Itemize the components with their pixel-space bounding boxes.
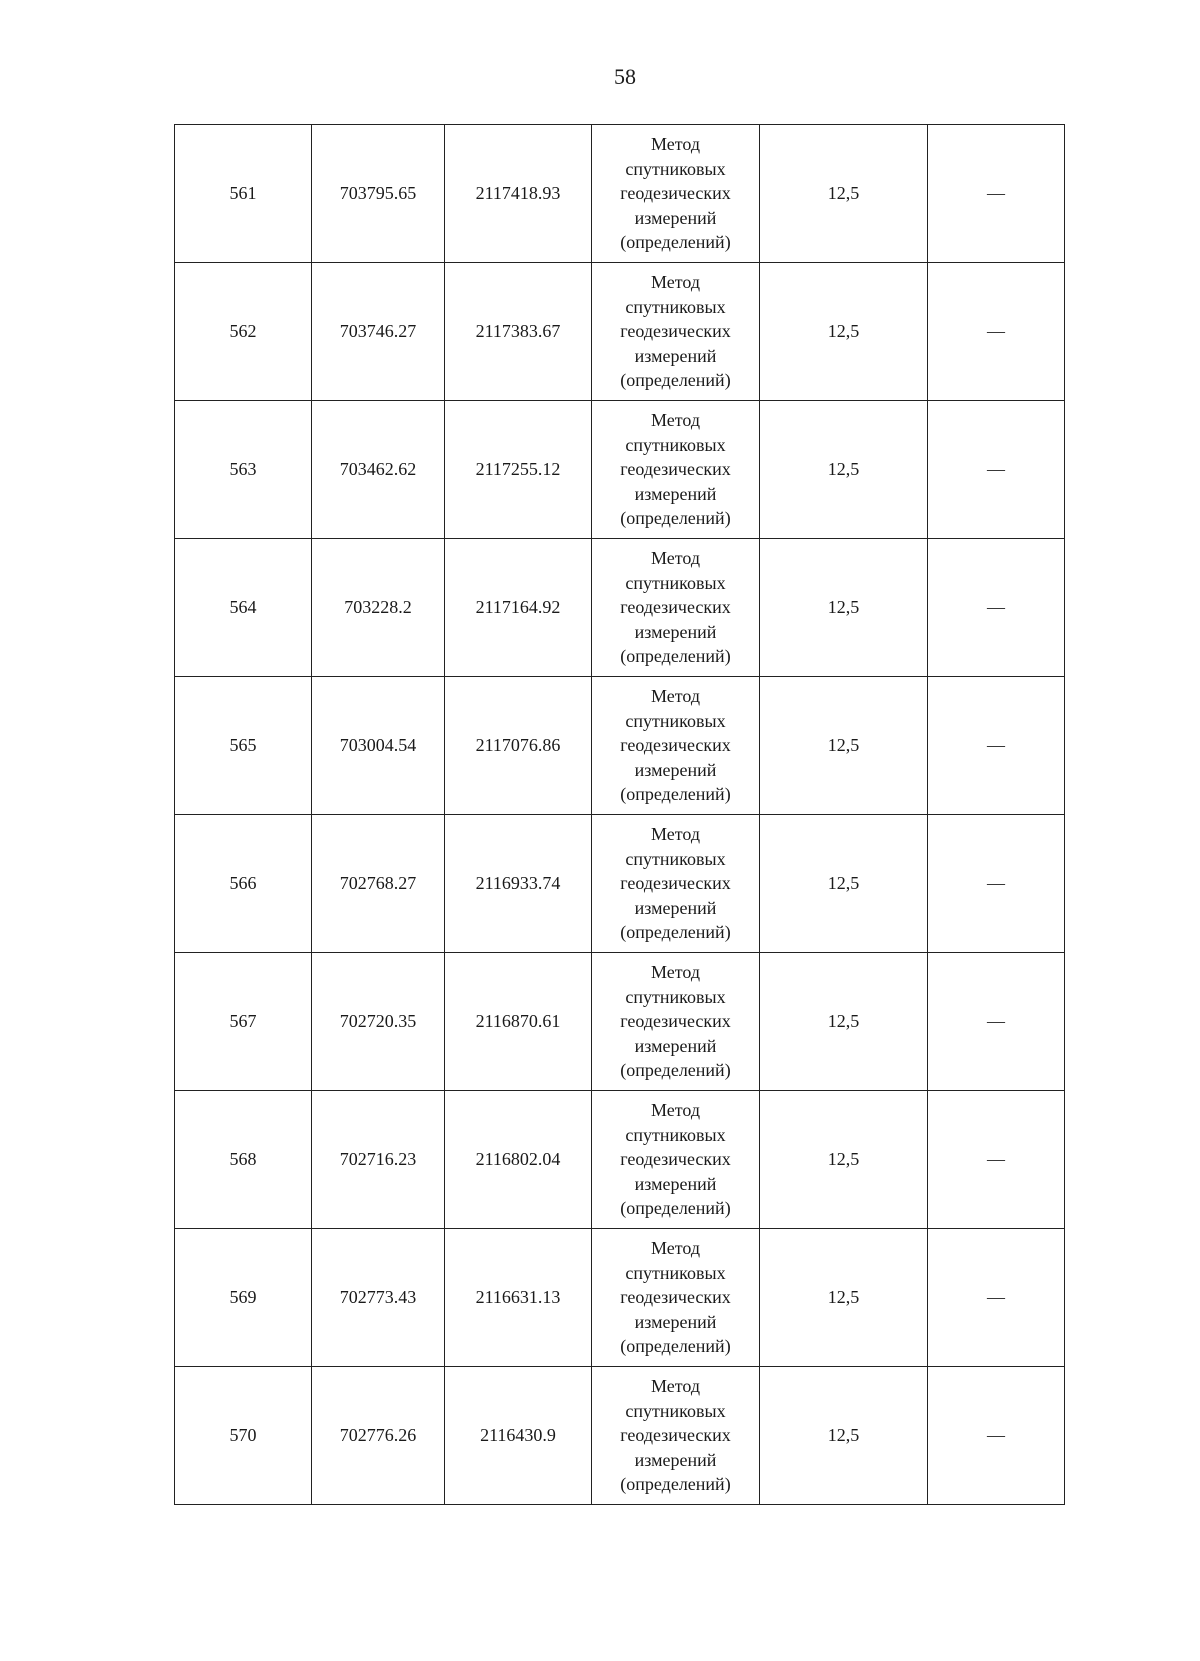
- x-coordinate-text: 702716.23: [339, 1149, 417, 1169]
- point-number-cell: [175, 401, 312, 539]
- y-coordinate-text: 2116933.74: [475, 873, 561, 893]
- dash-mark: —: [987, 735, 1005, 755]
- method-cell: [592, 125, 760, 263]
- accuracy-cell: [760, 125, 928, 263]
- dash-mark: —: [987, 1011, 1005, 1031]
- accuracy-cell: [760, 401, 928, 539]
- x-coordinate-cell: [312, 1367, 445, 1505]
- accuracy-text: 12,5: [827, 459, 860, 479]
- point-number-text: 561: [229, 183, 257, 203]
- method-text: Метод спутниковых геодезических измерений (определений): [620, 1100, 731, 1219]
- y-coordinate-cell: [445, 677, 592, 815]
- method-text: Метод спутниковых геодезических измерений (определений): [620, 1376, 731, 1495]
- point-number-text: 568: [229, 1149, 257, 1169]
- dash-mark: —: [987, 597, 1005, 617]
- x-coordinate-text: 703462.62: [339, 459, 417, 479]
- accuracy-text: 12,5: [827, 735, 860, 755]
- accuracy-text: 12,5: [827, 321, 860, 341]
- y-coordinate-text: 2117164.92: [475, 597, 561, 617]
- method-cell: [592, 1367, 760, 1505]
- y-coordinate-text: 2117383.67: [475, 321, 561, 341]
- dash-mark: —: [987, 873, 1005, 893]
- method-cell: [592, 815, 760, 953]
- x-coordinate-cell: [312, 263, 445, 401]
- method-text: Метод спутниковых геодезических измерений (определений): [620, 1238, 731, 1357]
- method-cell: [592, 263, 760, 401]
- accuracy-cell: [760, 539, 928, 677]
- table-row: [175, 1367, 1065, 1505]
- table-row: [175, 1229, 1065, 1367]
- page-number: 58: [614, 64, 636, 89]
- dash-mark: —: [987, 321, 1005, 341]
- method-text: Метод спутниковых геодезических измерений (определений): [620, 410, 731, 529]
- method-cell: [592, 953, 760, 1091]
- dash-mark: —: [987, 459, 1005, 479]
- table-row: [175, 539, 1065, 677]
- point-number-cell: [175, 815, 312, 953]
- x-coordinate-cell: [312, 815, 445, 953]
- y-coordinate-cell: [445, 401, 592, 539]
- y-coordinate-text: 2116870.61: [475, 1011, 561, 1031]
- description-cell: [928, 677, 1065, 815]
- x-coordinate-text: 702776.26: [339, 1425, 417, 1445]
- description-cell: [928, 401, 1065, 539]
- x-coordinate-text: 703746.27: [339, 321, 417, 341]
- point-number-cell: [175, 677, 312, 815]
- accuracy-cell: [760, 1091, 928, 1229]
- dash-mark: —: [987, 1149, 1005, 1169]
- y-coordinate-cell: [445, 1367, 592, 1505]
- accuracy-cell: [760, 953, 928, 1091]
- method-text: Метод спутниковых геодезических измерений (определений): [620, 686, 731, 805]
- accuracy-text: 12,5: [827, 1149, 860, 1169]
- point-number-text: 562: [229, 321, 257, 341]
- y-coordinate-text: 2116430.9: [480, 1425, 556, 1445]
- point-number-cell: [175, 1091, 312, 1229]
- point-number-cell: [175, 263, 312, 401]
- y-coordinate-text: 2117076.86: [475, 735, 561, 755]
- y-coordinate-text: 2117418.93: [475, 183, 561, 203]
- description-cell: [928, 1091, 1065, 1229]
- x-coordinate-text: 702768.27: [339, 873, 417, 893]
- method-cell: [592, 401, 760, 539]
- accuracy-cell: [760, 815, 928, 953]
- description-cell: [928, 263, 1065, 401]
- x-coordinate-text: 703795.65: [339, 183, 417, 203]
- table-row: [175, 263, 1065, 401]
- accuracy-cell: [760, 1229, 928, 1367]
- dash-mark: —: [987, 1287, 1005, 1307]
- description-cell: [928, 125, 1065, 263]
- method-cell: [592, 1091, 760, 1229]
- table-row: [175, 125, 1065, 263]
- method-text: Метод спутниковых геодезических измерений (определений): [620, 134, 731, 253]
- table-row: [175, 1091, 1065, 1229]
- accuracy-text: 12,5: [827, 1425, 860, 1445]
- x-coordinate-cell: [312, 539, 445, 677]
- x-coordinate-text: 703228.2: [344, 597, 412, 617]
- point-number-text: 569: [229, 1287, 257, 1307]
- x-coordinate-cell: [312, 125, 445, 263]
- method-cell: [592, 539, 760, 677]
- coordinates-table: [174, 124, 1065, 1505]
- method-text: Метод спутниковых геодезических измерений (определений): [620, 272, 731, 391]
- y-coordinate-text: 2116802.04: [475, 1149, 561, 1169]
- y-coordinate-cell: [445, 539, 592, 677]
- y-coordinate-cell: [445, 125, 592, 263]
- point-number-cell: [175, 1367, 312, 1505]
- method-text: Метод спутниковых геодезических измерений (определений): [620, 962, 731, 1081]
- method-text: Метод спутниковых геодезических измерений (определений): [620, 548, 731, 667]
- point-number-text: 566: [229, 873, 257, 893]
- x-coordinate-cell: [312, 1091, 445, 1229]
- description-cell: [928, 815, 1065, 953]
- point-number-cell: [175, 125, 312, 263]
- y-coordinate-cell: [445, 1229, 592, 1367]
- y-coordinate-text: 2117255.12: [475, 459, 561, 479]
- y-coordinate-cell: [445, 815, 592, 953]
- x-coordinate-text: 703004.54: [339, 735, 417, 755]
- accuracy-cell: [760, 1367, 928, 1505]
- table-row: [175, 815, 1065, 953]
- accuracy-text: 12,5: [827, 1011, 860, 1031]
- accuracy-cell: [760, 263, 928, 401]
- accuracy-text: 12,5: [827, 183, 860, 203]
- point-number-text: 563: [229, 459, 257, 479]
- point-number-cell: [175, 539, 312, 677]
- table-row: [175, 953, 1065, 1091]
- accuracy-text: 12,5: [827, 873, 860, 893]
- x-coordinate-cell: [312, 401, 445, 539]
- y-coordinate-cell: [445, 1091, 592, 1229]
- y-coordinate-cell: [445, 263, 592, 401]
- point-number-cell: [175, 953, 312, 1091]
- accuracy-text: 12,5: [827, 1287, 860, 1307]
- x-coordinate-cell: [312, 677, 445, 815]
- x-coordinate-text: 702720.35: [339, 1011, 417, 1031]
- x-coordinate-cell: [312, 1229, 445, 1367]
- method-cell: [592, 677, 760, 815]
- y-coordinate-text: 2116631.13: [475, 1287, 561, 1307]
- description-cell: [928, 953, 1065, 1091]
- dash-mark: —: [987, 1425, 1005, 1445]
- description-cell: [928, 539, 1065, 677]
- point-number-text: 567: [229, 1011, 257, 1031]
- x-coordinate-text: 702773.43: [339, 1287, 417, 1307]
- point-number-cell: [175, 1229, 312, 1367]
- coordinates-table-body: [175, 125, 1065, 1505]
- dash-mark: —: [987, 183, 1005, 203]
- y-coordinate-cell: [445, 953, 592, 1091]
- x-coordinate-cell: [312, 953, 445, 1091]
- point-number-text: 565: [229, 735, 257, 755]
- accuracy-text: 12,5: [827, 597, 860, 617]
- table-row: [175, 677, 1065, 815]
- method-cell: [592, 1229, 760, 1367]
- point-number-text: 564: [229, 597, 257, 617]
- method-text: Метод спутниковых геодезических измерений (определений): [620, 824, 731, 943]
- point-number-text: 570: [229, 1425, 257, 1445]
- description-cell: [928, 1367, 1065, 1505]
- description-cell: [928, 1229, 1065, 1367]
- accuracy-cell: [760, 677, 928, 815]
- table-row: [175, 401, 1065, 539]
